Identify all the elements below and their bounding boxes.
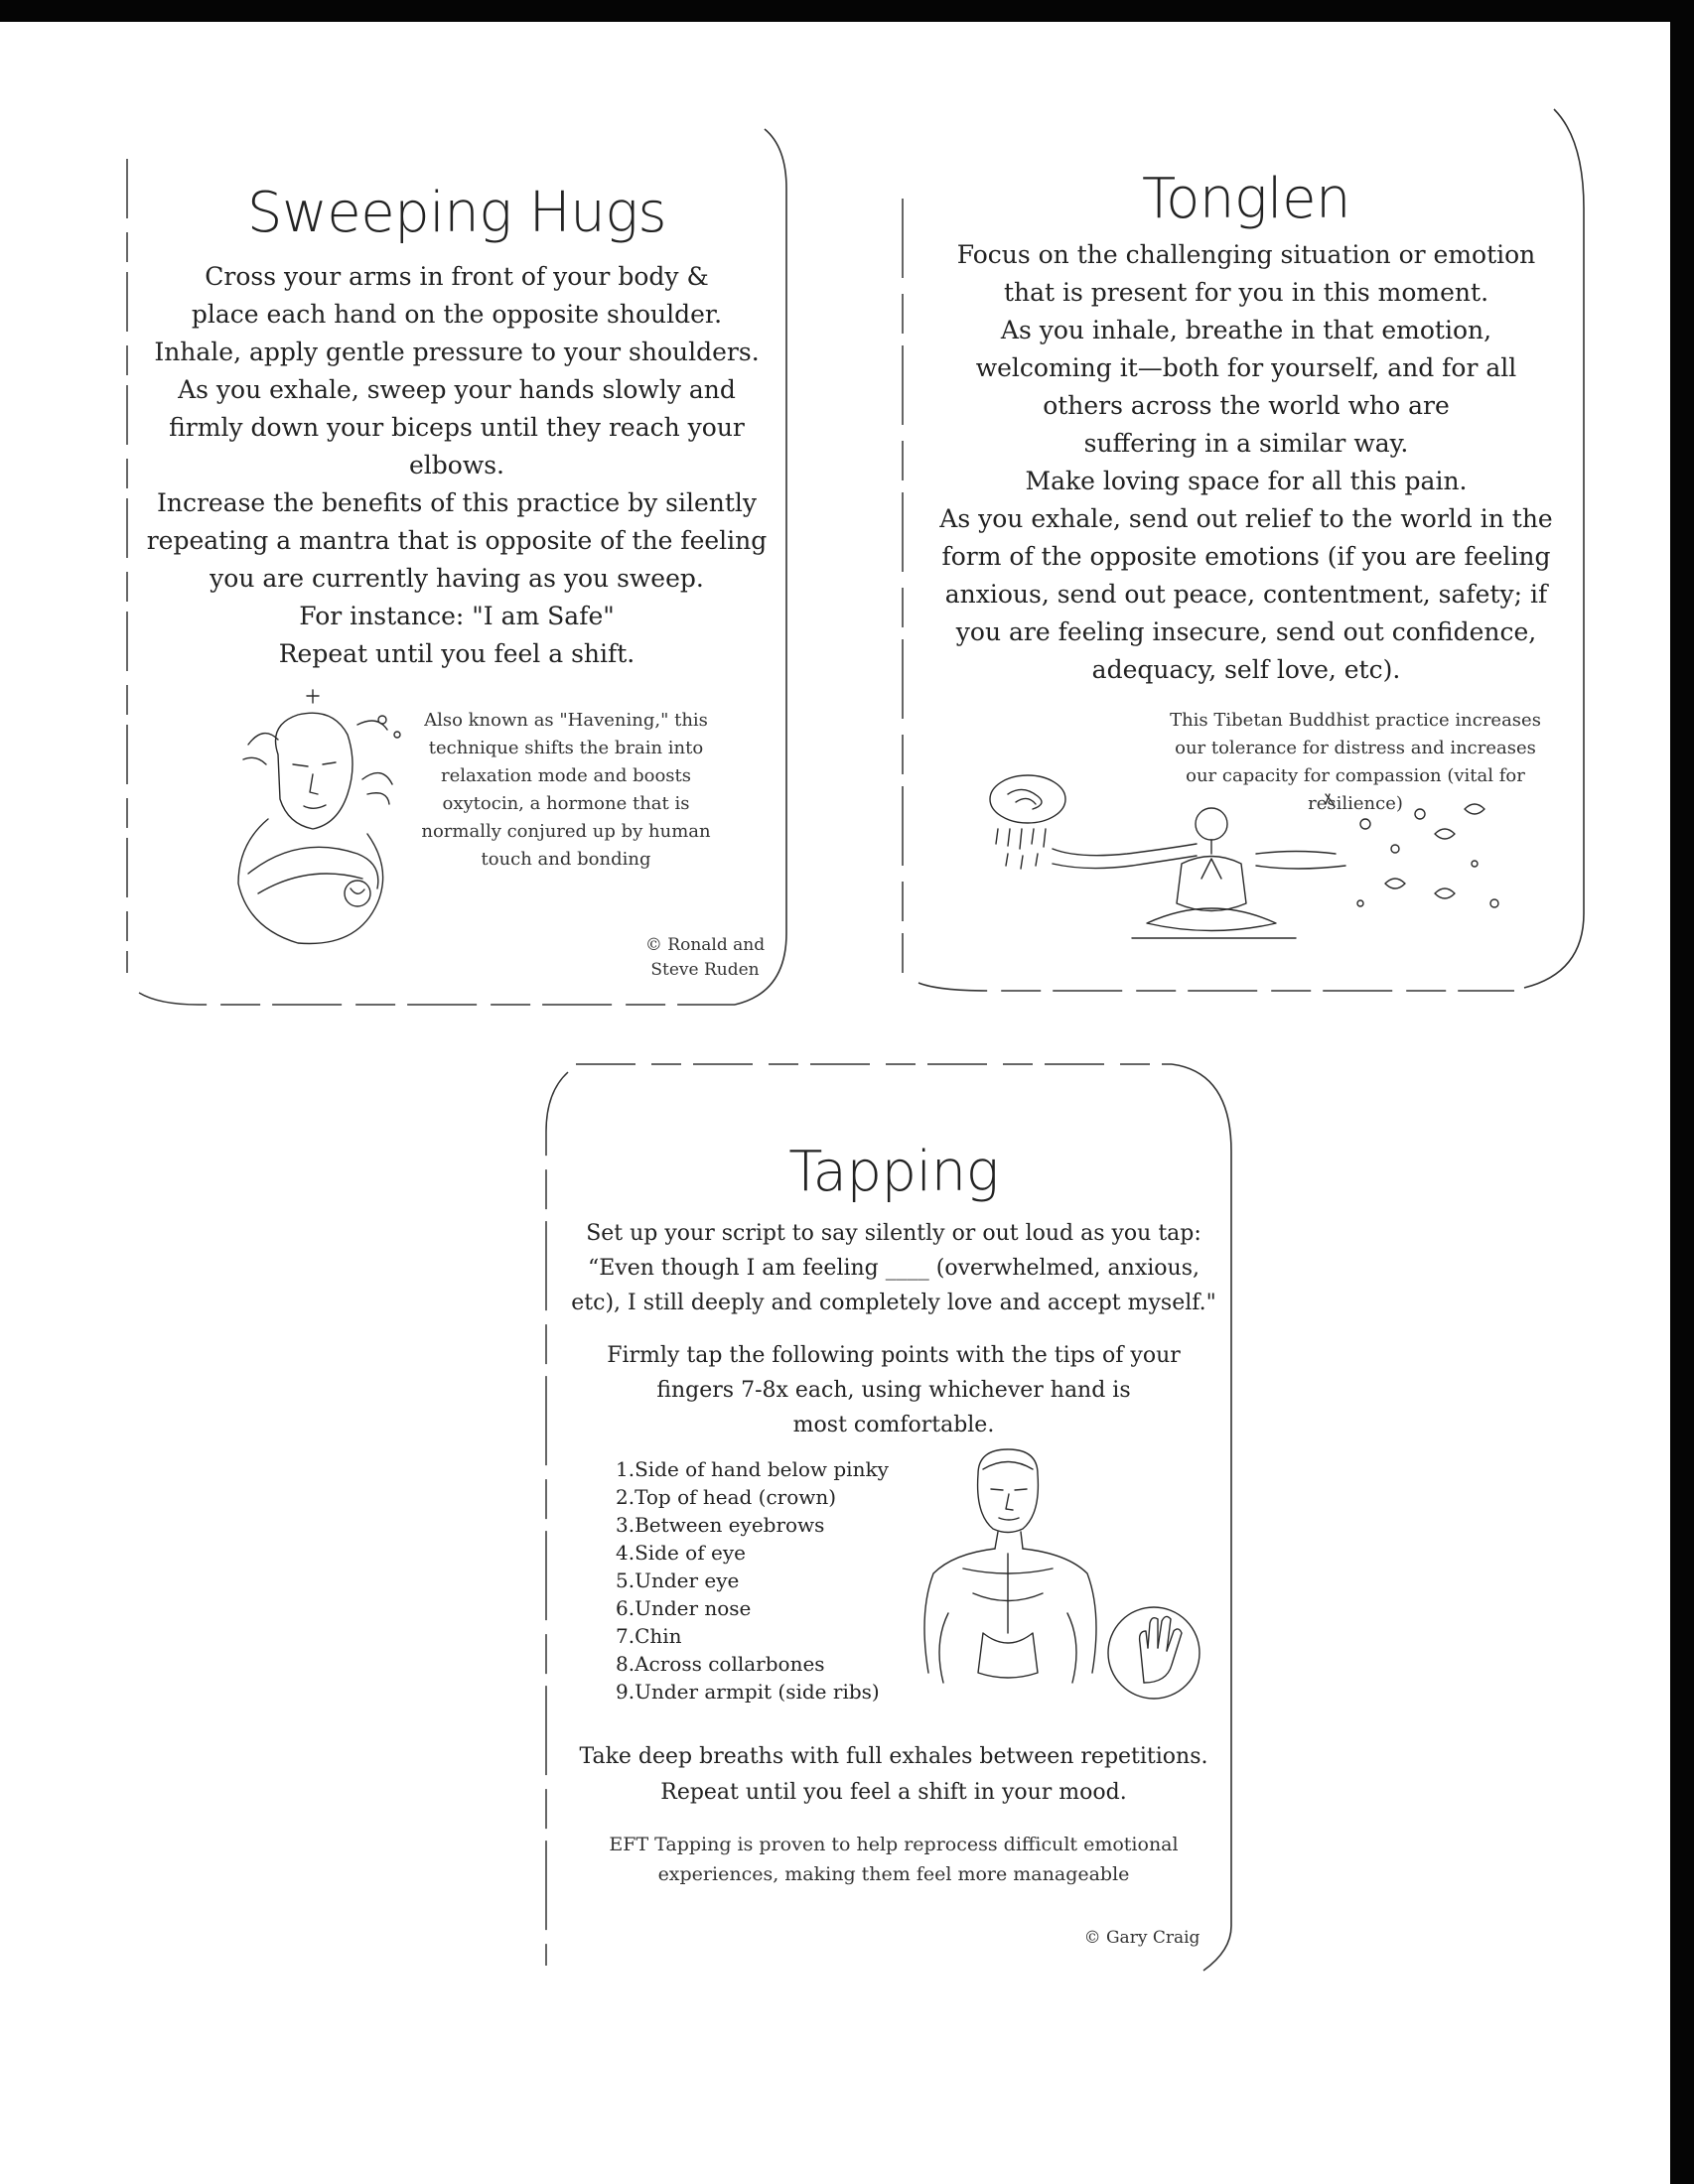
- intro-line: Set up your script to say silently or out loud as you tap:: [586, 1221, 1201, 1246]
- body-line: Make loving space for all this pain.: [1025, 467, 1468, 495]
- card-instructions: [546, 1338, 1241, 1442]
- credit-line: Steve Ruden: [650, 960, 760, 980]
- note-line: relaxation mode and boosts: [440, 765, 692, 786]
- note-line: touch and bonding: [481, 849, 651, 870]
- note-line: This Tibetan Buddhist practice increases: [1170, 710, 1541, 731]
- card-title: Tapping: [788, 1140, 999, 1204]
- self-hug-illustration: [209, 685, 427, 953]
- body-line: adequacy, self love, etc).: [1091, 655, 1401, 684]
- closing-line: Take deep breaths with full exhales between repetitions.: [579, 1744, 1208, 1769]
- body-line: anxious, send out peace, contentment, safety; if: [944, 580, 1548, 609]
- body-line: Cross your arms in front of your body &: [205, 262, 709, 291]
- list-item: 3.Between eyebrows: [616, 1513, 825, 1537]
- body-line: Inhale, apply gentle pressure to your shoulders.: [154, 338, 760, 366]
- scan-edge-right: [1670, 22, 1694, 2184]
- note-line: oxytocin, a hormone that is: [442, 793, 690, 814]
- tapping-figure-illustration: [884, 1444, 1221, 1722]
- card-body: [139, 258, 775, 673]
- body-line: suffering in a similar way.: [1083, 429, 1409, 458]
- body-line: As you exhale, send out relief to the world in the: [939, 504, 1553, 533]
- body-line: firmly down your biceps until they reach your: [169, 413, 745, 442]
- closing-line: Repeat until you feel a shift in your mood.: [660, 1780, 1127, 1805]
- card-tonglen: [899, 99, 1594, 1003]
- instruction-line: fingers 7-8x each, using whichever hand is: [656, 1378, 1131, 1403]
- intro-line: etc), I still deeply and completely love and accept myself.": [571, 1291, 1216, 1315]
- card-sweeping-hugs: [119, 119, 794, 1013]
- card-credit: [626, 933, 784, 983]
- card-tapping: [536, 1052, 1251, 1976]
- note-line: technique shifts the brain into: [428, 738, 704, 758]
- list-item: 5.Under eye: [616, 1569, 740, 1592]
- instruction-line: most comfortable.: [792, 1413, 995, 1437]
- list-item: 2.Top of head (crown): [616, 1485, 837, 1509]
- list-item: 6.Under nose: [616, 1596, 752, 1620]
- list-item: 8.Across collarbones: [616, 1652, 825, 1676]
- body-line: form of the opposite emotions (if you are feeling: [941, 542, 1551, 571]
- meditating-figure-illustration: [968, 754, 1524, 983]
- body-line: welcoming it—both for yourself, and for all: [975, 353, 1517, 382]
- note-line: EFT Tapping is proven to help reprocess difficult emotional: [609, 1834, 1179, 1855]
- list-item: 1.Side of hand below pinky: [616, 1457, 889, 1481]
- card-title: Tonglen: [1141, 167, 1351, 231]
- card-closing: [546, 1739, 1241, 1811]
- list-item: 9.Under armpit (side ribs): [616, 1680, 880, 1704]
- body-line: As you exhale, sweep your hands slowly and: [178, 375, 736, 404]
- list-item: 7.Chin: [616, 1624, 682, 1648]
- note-line: normally conjured up by human: [421, 821, 711, 842]
- instruction-line: Firmly tap the following points with the tips of your: [607, 1343, 1181, 1368]
- body-line: As you inhale, breathe in that emotion,: [1000, 316, 1492, 344]
- body-line: Increase the benefits of this practice by silently: [156, 488, 758, 517]
- body-line: you are feeling insecure, send out confidence,: [955, 617, 1537, 646]
- body-line: elbows.: [408, 451, 505, 479]
- body-line: Focus on the challenging situation or emotion: [956, 240, 1536, 269]
- scan-edge-top: [0, 0, 1694, 22]
- note-line: our capacity for compassion (vital for: [1186, 765, 1525, 786]
- card-note: [407, 707, 725, 874]
- body-line: Repeat until you feel a shift.: [278, 639, 635, 668]
- card-note: [546, 1830, 1241, 1889]
- note-line: Also known as "Havening," this: [424, 710, 708, 731]
- body-line: others across the world who are: [1043, 391, 1450, 420]
- card-intro: [546, 1216, 1241, 1320]
- list-item: 4.Side of eye: [616, 1541, 746, 1565]
- note-line: experiences, making them feel more manageable: [657, 1863, 1130, 1885]
- tapping-points-list: [616, 1455, 889, 1706]
- body-line: repeating a mantra that is opposite of the feeling: [146, 526, 768, 555]
- note-line: our tolerance for distress and increases: [1175, 738, 1536, 758]
- card-credit: © Gary Craig: [1083, 1928, 1200, 1948]
- note-line: resilience): [1308, 793, 1403, 814]
- body-line: For instance: "I am Safe": [299, 602, 615, 630]
- body-line: that is present for you in this moment.: [1003, 278, 1489, 307]
- card-title: Sweeping Hugs: [246, 181, 667, 245]
- card-body: [904, 236, 1589, 689]
- intro-line: “Even though I am feeling ____ (overwhelmed, anxious,: [588, 1256, 1200, 1281]
- body-line: place each hand on the opposite shoulder.: [191, 300, 723, 329]
- body-line: you are currently having as you sweep.: [210, 564, 704, 593]
- credit-line: © Ronald and: [644, 935, 766, 955]
